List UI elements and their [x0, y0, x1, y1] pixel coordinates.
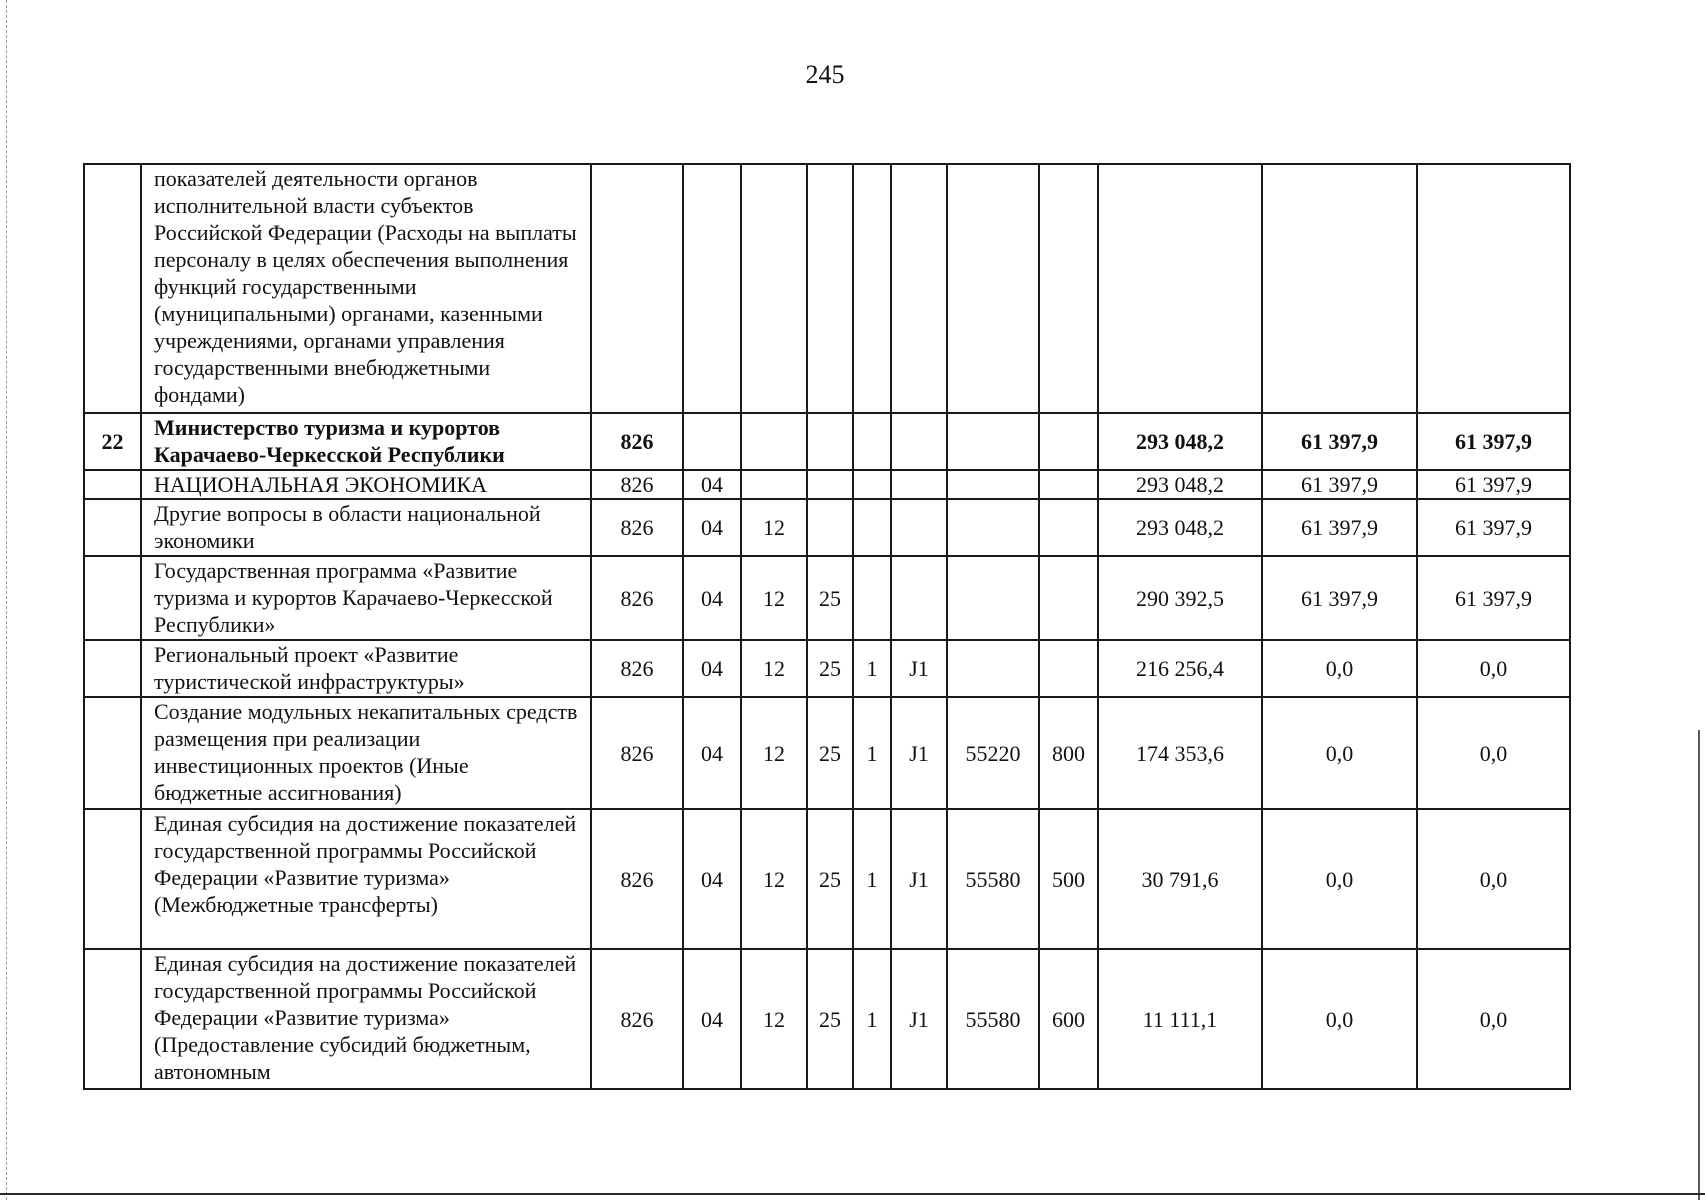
subsection-code-cell: 12 [741, 499, 807, 556]
table-row [84, 470, 1570, 499]
amount-1-cell [1098, 164, 1262, 413]
subsection-code-cell: 12 [741, 949, 807, 1089]
amount-2-cell: 0,0 [1262, 949, 1417, 1089]
section-code-cell [683, 164, 741, 413]
program-code-cell: 25 [807, 697, 853, 809]
amount-3-cell: 0,0 [1417, 809, 1570, 949]
direction-code-cell: 55220 [947, 697, 1039, 809]
amount-3-cell: 0,0 [1417, 697, 1570, 809]
expense-type-cell [1039, 640, 1098, 697]
subprogram-code-cell: 1 [853, 697, 891, 809]
subprogram-code-cell: 1 [853, 949, 891, 1089]
row-number-cell [84, 470, 141, 499]
amount-3-cell: 61 397,9 [1417, 413, 1570, 470]
budget-table [83, 163, 1571, 1090]
row-number-cell [84, 499, 141, 556]
direction-code-cell [947, 640, 1039, 697]
program-code-cell [807, 413, 853, 470]
subsection-code-cell [741, 470, 807, 499]
project-code-cell [891, 164, 947, 413]
table-row [84, 809, 1570, 949]
ministry-code-cell [591, 164, 683, 413]
row-number-cell [84, 640, 141, 697]
subsection-code-cell: 12 [741, 697, 807, 809]
item-name-cell: Единая субсидия на достижение показателей государственной программы Российской Федерации «Развитие туризма» (Межбюджетные трансферты) [141, 809, 591, 949]
direction-code-cell [947, 470, 1039, 499]
item-name-cell: НАЦИОНАЛЬНАЯ ЭКОНОМИКА [141, 470, 591, 499]
amount-3-cell: 61 397,9 [1417, 470, 1570, 499]
amount-2-cell [1262, 164, 1417, 413]
expense-type-cell [1039, 164, 1098, 413]
item-name-cell: Единая субсидия на достижение показателей государственной программы Российской Федерации «Развитие туризма» (Предоставление субсидий бюджетным, автономным [141, 949, 591, 1089]
section-code-cell: 04 [683, 809, 741, 949]
subprogram-code-cell [853, 470, 891, 499]
subprogram-code-cell: 1 [853, 640, 891, 697]
direction-code-cell: 55580 [947, 809, 1039, 949]
amount-3-cell [1417, 164, 1570, 413]
item-name-cell: Создание модульных некапитальных средств размещения при реализации инвестиционных проектов (Иные бюджетные ассигнования) [141, 697, 591, 809]
page-number: 245 [805, 60, 845, 89]
amount-1-cell: 30 791,6 [1098, 809, 1262, 949]
expense-type-cell: 600 [1039, 949, 1098, 1089]
row-number-cell [84, 949, 141, 1089]
subprogram-code-cell [853, 413, 891, 470]
project-code-cell: J1 [891, 809, 947, 949]
table-row [84, 640, 1570, 697]
section-code-cell: 04 [683, 470, 741, 499]
expense-type-cell [1039, 470, 1098, 499]
ministry-code-cell: 826 [591, 413, 683, 470]
amount-1-cell: 293 048,2 [1098, 499, 1262, 556]
amount-2-cell: 61 397,9 [1262, 499, 1417, 556]
amount-2-cell: 0,0 [1262, 640, 1417, 697]
expense-type-cell [1039, 556, 1098, 640]
item-name-cell: Региональный проект «Развитие туристической инфраструктуры» [141, 640, 591, 697]
amount-2-cell: 0,0 [1262, 697, 1417, 809]
subsection-code-cell [741, 164, 807, 413]
program-code-cell: 25 [807, 809, 853, 949]
scan-edge-bottom [0, 1193, 1705, 1195]
row-number-cell: 22 [84, 413, 141, 470]
ministry-code-cell: 826 [591, 949, 683, 1089]
section-code-cell: 04 [683, 697, 741, 809]
item-name-cell: Министерство туризма и курортов Карачаево-Черкесской Республики [141, 413, 591, 470]
program-code-cell [807, 499, 853, 556]
project-code-cell: J1 [891, 949, 947, 1089]
ministry-code-cell: 826 [591, 499, 683, 556]
row-number-cell [84, 556, 141, 640]
subprogram-code-cell [853, 499, 891, 556]
subsection-code-cell: 12 [741, 640, 807, 697]
amount-3-cell: 61 397,9 [1417, 499, 1570, 556]
project-code-cell [891, 556, 947, 640]
expense-type-cell: 800 [1039, 697, 1098, 809]
item-name-cell: Другие вопросы в области национальной экономики [141, 499, 591, 556]
amount-1-cell: 11 111,1 [1098, 949, 1262, 1089]
direction-code-cell [947, 499, 1039, 556]
project-code-cell: J1 [891, 697, 947, 809]
program-code-cell: 25 [807, 949, 853, 1089]
subsection-code-cell: 12 [741, 809, 807, 949]
section-code-cell [683, 413, 741, 470]
scan-edge-right [1698, 730, 1700, 1200]
item-name-cell: показателей деятельности органов исполнительной власти субъектов Российской Федерации (Расходы на выплаты персоналу в целях обеспечения выполнения функций государственными (муниципальными) органами, казенными учреждениями, органами управления государственными внебюджетными фондами) [141, 164, 591, 413]
amount-1-cell: 216 256,4 [1098, 640, 1262, 697]
amount-3-cell: 0,0 [1417, 640, 1570, 697]
scan-edge-left [6, 0, 8, 1200]
program-code-cell: 25 [807, 556, 853, 640]
row-number-cell [84, 697, 141, 809]
direction-code-cell [947, 164, 1039, 413]
project-code-cell [891, 413, 947, 470]
table-row [84, 556, 1570, 640]
project-code-cell: J1 [891, 640, 947, 697]
subprogram-code-cell [853, 556, 891, 640]
expense-type-cell [1039, 413, 1098, 470]
amount-1-cell: 174 353,6 [1098, 697, 1262, 809]
row-number-cell [84, 164, 141, 413]
subsection-code-cell [741, 413, 807, 470]
section-code-cell: 04 [683, 499, 741, 556]
subsection-code-cell: 12 [741, 556, 807, 640]
amount-1-cell: 293 048,2 [1098, 470, 1262, 499]
subprogram-code-cell [853, 164, 891, 413]
ministry-code-cell: 826 [591, 470, 683, 499]
expense-type-cell: 500 [1039, 809, 1098, 949]
amount-2-cell: 61 397,9 [1262, 413, 1417, 470]
ministry-code-cell: 826 [591, 556, 683, 640]
section-code-cell: 04 [683, 556, 741, 640]
table-row [84, 164, 1570, 413]
subprogram-code-cell: 1 [853, 809, 891, 949]
direction-code-cell [947, 413, 1039, 470]
row-number-cell [84, 809, 141, 949]
item-name-cell: Государственная программа «Развитие туризма и курортов Карачаево-Черкесской Республики» [141, 556, 591, 640]
program-code-cell [807, 164, 853, 413]
program-code-cell: 25 [807, 640, 853, 697]
amount-3-cell: 0,0 [1417, 949, 1570, 1089]
direction-code-cell: 55580 [947, 949, 1039, 1089]
amount-2-cell: 61 397,9 [1262, 556, 1417, 640]
table-row [84, 413, 1570, 470]
project-code-cell [891, 499, 947, 556]
table-body [84, 164, 1570, 1089]
ministry-code-cell: 826 [591, 697, 683, 809]
section-code-cell: 04 [683, 949, 741, 1089]
direction-code-cell [947, 556, 1039, 640]
program-code-cell [807, 470, 853, 499]
amount-1-cell: 293 048,2 [1098, 413, 1262, 470]
amount-2-cell: 0,0 [1262, 809, 1417, 949]
table-row [84, 697, 1570, 809]
table-row [84, 499, 1570, 556]
project-code-cell [891, 470, 947, 499]
ministry-code-cell: 826 [591, 640, 683, 697]
expense-type-cell [1039, 499, 1098, 556]
table-row [84, 949, 1570, 1089]
amount-2-cell: 61 397,9 [1262, 470, 1417, 499]
amount-3-cell: 61 397,9 [1417, 556, 1570, 640]
amount-1-cell: 290 392,5 [1098, 556, 1262, 640]
section-code-cell: 04 [683, 640, 741, 697]
ministry-code-cell: 826 [591, 809, 683, 949]
